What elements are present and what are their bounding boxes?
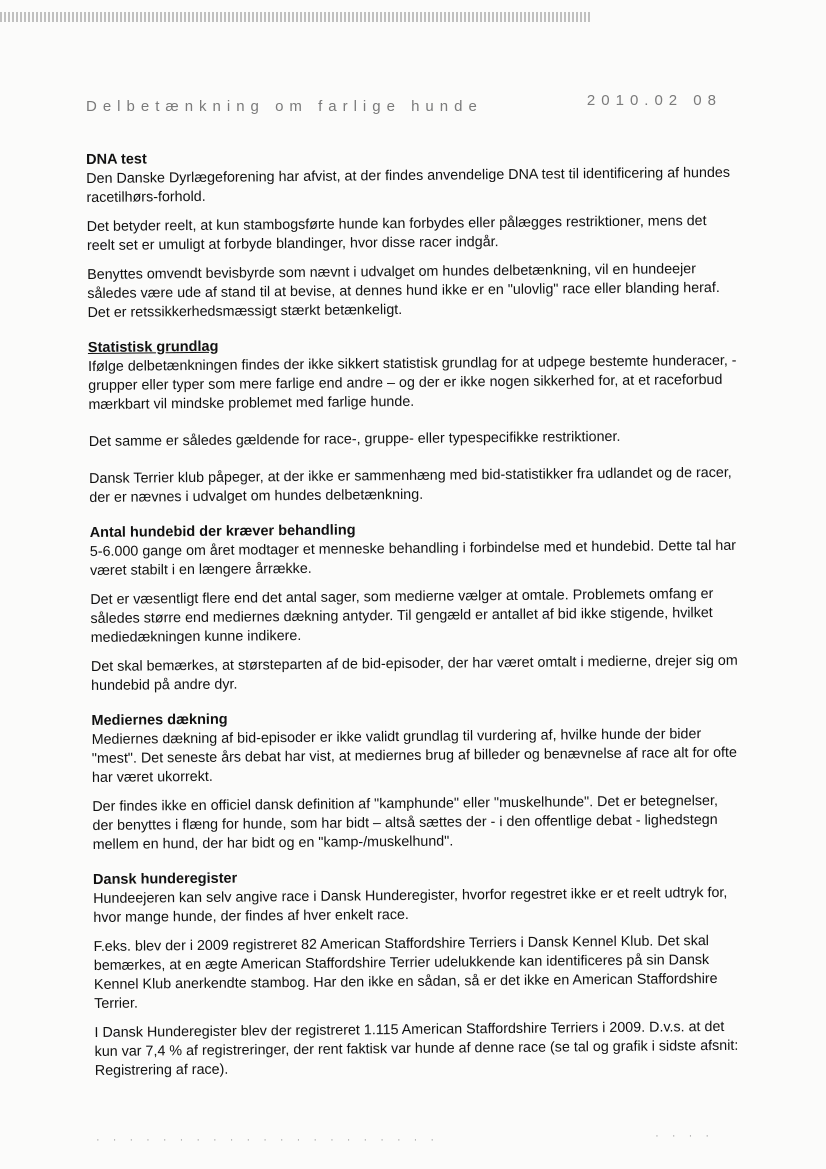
paragraph: Det er væsentligt flere end det antal sager, som medierne vælger at omtale. Problemets omfang er således større end mediernes dækning antyder. Til gengæld er antallet af bid ikke stigende, hvilket mediedækningen kunne indikere. — [90, 585, 714, 646]
footer-text-faded: · · · · · · · · · · · · · · · · · · · · · — [96, 1134, 440, 1146]
page-number-faded: · · · · — [655, 1130, 714, 1142]
section-heading: Statistisk grundlag — [87, 338, 219, 356]
section-heading: DNA test — [86, 151, 147, 168]
paragraph: Mediernes dækning af bid-episoder er ikke validt grundlag til vurdering af, hvilke hunde der bider "mest". Det seneste års debat har vist, at mediernes brug af billeder og benævnelse af race alt for ofte har været ukorrekt. — [91, 726, 738, 786]
section-heading: Antal hundebid der kræver behandling — [89, 522, 356, 541]
page-header — [86, 92, 726, 116]
section-dansk-hunderegister — [93, 865, 745, 1081]
paragraph: Der findes ikke en officiel dansk definition af "kamphunde" eller "muskelhunde". Det er betegnelser, der benyttes i flæng for hunde, som har bidt – altså sættes der - i den offentlige debat - lighedstegn mellem en hund, der har bidt og en "kamp-/muskelhund". — [92, 792, 718, 853]
paragraph: 5-6.000 gange om året modtager et menneske behandling i forbindelse med et hundebid. Dette tal har været stabilt i en længere årrække. — [89, 537, 737, 579]
paragraph: Benyttes omvendt bevisbyrde som nævnt i udvalget om hundes delbetænkning, vil en hundeejer således være ude af stand til at bevise, at dennes hund ikke er en "ulovlig" race eller blanding heraf. Det er retssikkerhedsmæssigt stærkt betænkeligt. — [87, 261, 720, 321]
scan-edge-rule — [0, 12, 590, 22]
paragraph: Den Danske Dyrlægeforening har afvist, at der findes anvendelige DNA test til identificering af hundes racetilhørs-forhold. — [86, 164, 731, 206]
section-antal-hundebid — [90, 518, 742, 696]
paragraph: Hundeejeren kan selv angive race i Dansk Hunderegister, hvorfor regestret ikke er et reelt udtryk for, hvor mange hunde, der findes af hver enkelt race. — [93, 884, 728, 926]
paragraph: F.eks. blev der i 2009 registreret 82 American Staffordshire Terriers i Dansk Kennel Klub. Det skal bemærkes, at en ægte American Staffordshire Terrier udelukkende kan identificeres på sin Dansk Kennel Klub anerkendte stambog. Har den ikke en sådan, så er det ikke en American Staffordshire Terrier. — [93, 933, 718, 1012]
paragraph: Ifølge delbetænkningen findes der ikke sikkert statistisk grundlag for at udpege bestemte hunderacer, -grupper eller typer som mere farlige end andre – og der er ikke nogen sikkerhed for, at et raceforbud mærkbart vil mindske problemet med farlige hunde. — [87, 352, 737, 413]
section-heading: Dansk hunderegister — [92, 870, 238, 888]
document-date: 2010.02 08 — [586, 92, 722, 109]
section-heading: Mediernes dækning — [91, 711, 228, 729]
section-mediernes-daekning — [91, 706, 742, 855]
paragraph: I Dansk Hunderegister blev der registreret 1.115 American Staffordshire Terriers i 2009. D.v.s. at det kun var 7,4 % af registreringer, der rent faktisk var hunde af denne race (se tal og grafik i sidste afsnit: Registrering af race). — [94, 1018, 739, 1079]
page-footer — [96, 1130, 726, 1150]
section-statistisk-grundlag — [88, 333, 740, 508]
section-dna-test — [86, 145, 738, 323]
paragraph: Det betyder reelt, at kun stambogsførte hunde kan forbydes eller pålægges restriktioner, mens det reelt set er umuligt at forbyde blandinger, hvor disse racer indgår. — [86, 213, 707, 254]
document-title: Delbetænkning om farlige hunde — [86, 98, 483, 115]
paragraph: Det samme er således gældende for race-, gruppe- eller typespecifikke restriktioner. — [88, 428, 621, 450]
paragraph: Det skal bemærkes, at størsteparten af de bid-episoder, der har været omtalt i medierne, drejer sig om hundebid på andre dyr. — [90, 652, 738, 694]
document-body — [86, 145, 745, 1097]
paragraph: Dansk Terrier klub påpeger, at der ikke er sammenhæng med bid-statistikker fra udlandet og de racer, der er nævnes i udvalget om hundes delbetænkning. — [89, 464, 732, 506]
